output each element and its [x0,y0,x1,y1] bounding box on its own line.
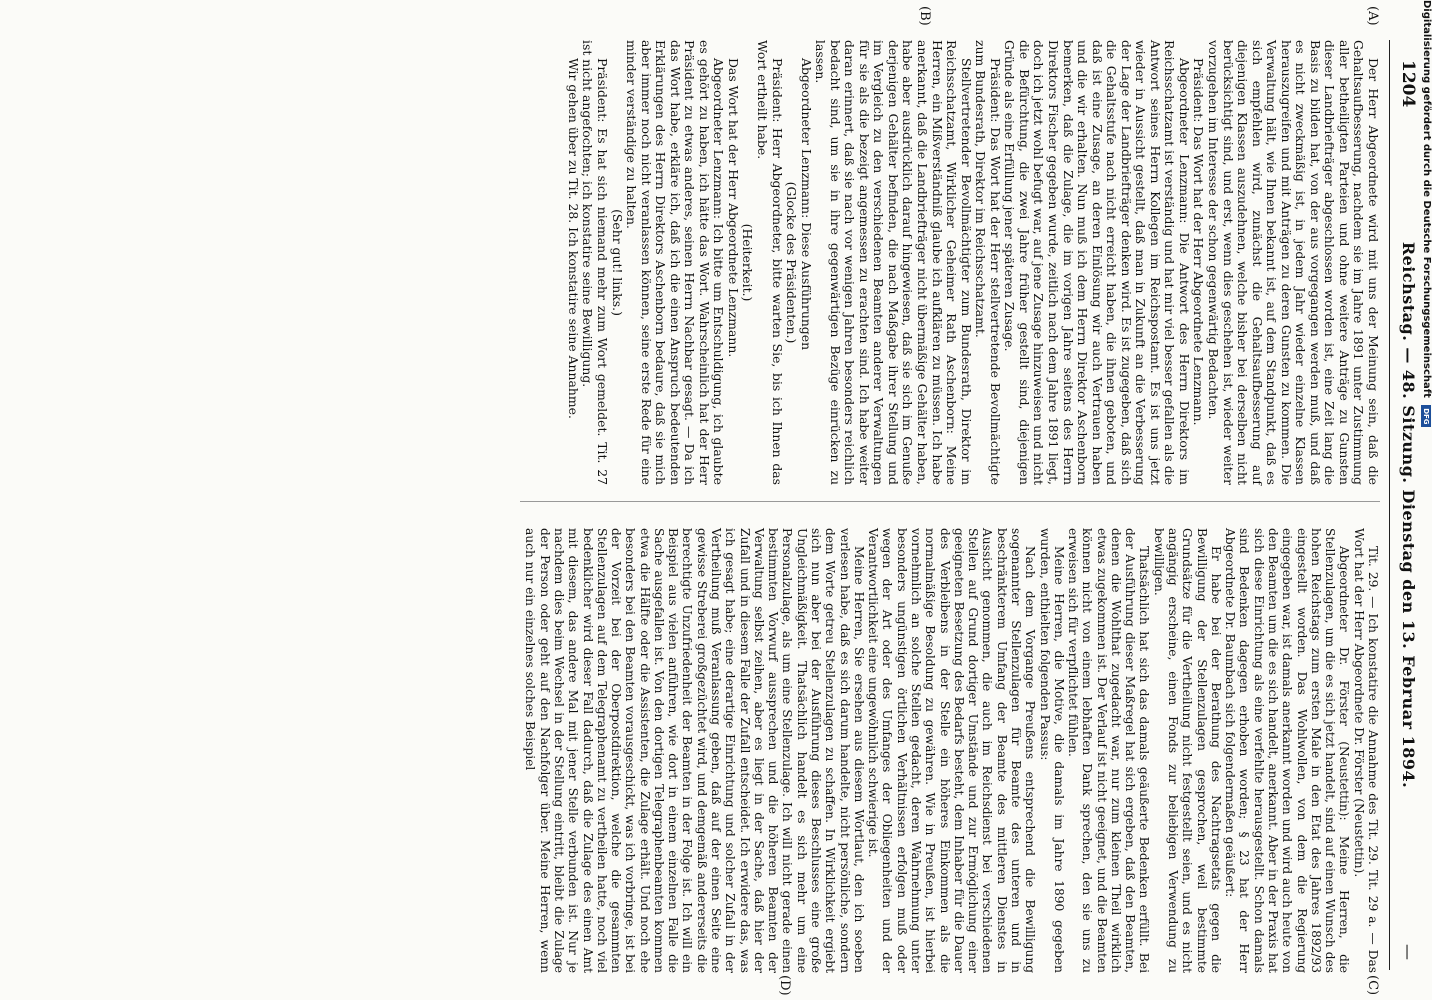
left-column-paragraph: Der Herr Abgeordnete wird mit uns der Meinung sein, daß die Gehaltsaufbesserung, nachdem sie im Jahre 1891 unter Zustimmung aller betheiligten Parteien und ohne weitere Anträge zu Gunsten dieser Landbriefträger abgeschlossen worden ist, eine Zeit lang die Basis zu bilden hat, von der aus vorgegangen werden muß, und daß es nicht zweckmäßig ist, in jedem Jahr wieder einzelne Klassen herauszugreifen und mit Anträgen zu deren Gunsten zu kommen. Die Verwaltung hält, wie Ihnen bekannt ist, auf dem Standpunkt, daß es sich empfehlen wird, zunächst die Gehaltsaufbesserung auf diejenigen Klassen auszudehnen, welche bisher bei derselben nicht berücksichtigt sind, und erst, wenn dies geschehen ist, wieder weiter vorzugehen im Interesse der schon gegenwärtig Bedachten. [1205,40,1381,485]
left-column-paragraph: Das Wort hat der Herr Abgeordnete Lenzmann. [725,58,741,358]
right-column-paragraph: Meine Herren, die Motive, die damals im Jahre 1890 gegeben wurden, enthielten folgenden Passus: [1037,528,1066,973]
right-text-column [500,528,1380,973]
left-column-paragraph: Präsident: Das Wort hat der Herr Abgeordnete Lenzmann. [1191,58,1207,426]
left-column-paragraph: Abgeordneter Lenzmann: Diese Ausführungen [798,58,814,351]
left-column-paragraph: Stellvertretender Bevollmächtigter zum Bundesrath, Direktor im Reichsschatzamt, Wirklicher Geheimer Rath Aschenborn: Meine Herren, ein Mißverständniß glaube ich aufklären zu müssen. Ich habe anerkannt, daß die Landbriefträger nicht übermäßige Gehälter haben, habe aber ausdrücklich darauf hingewiesen, daß sie sich im Genuße derjenigen Gehälter befinden, die nach Maßgabe ihrer Stellung und im Vergleich zu den verschiedenen Beamten anderer Verwaltungen für sie als die bezeigt angemessen zu erachten sind. Ich habe weiter daran erinnert, daß sie nach vor wenigen Jahren besonders reichlich bedacht sind, um sie in ihre gegenwärtigen Bezüge einrücken zu lassen. [813,40,974,485]
left-column-paragraph: Präsident: Es hat sich niemand mehr zum Wort gemeldet. Tit. 27 ist nicht angefochten; ich konstatire seine Bewilligung. [580,40,611,485]
column-divider [520,501,1380,502]
left-column-paragraph: (Sehr gut! links.) [609,209,625,316]
running-title: Reichstag. — 48. Sitzung. Dienstag den 13. Februar 1894. [1399,241,1418,789]
left-column-paragraph: Wir gehen über zu Tit. 28. Ich konstatire seine Annahme. [565,58,581,419]
header-dash: — [1399,944,1418,960]
margin-marker-b: (B) [917,6,932,26]
digitization-credit [1418,0,1432,1000]
right-column-paragraph: Thatsächlich hat sich das damals geäußerte Bedenken erfüllt. Bei der Ausführung dieser Maßregel hat sich ergeben, daß den Beamten, denen die Wohlthat zugedacht war, nur zum kleinen Theil wirklich etwas zugekommen ist. Der Verlauf ist nicht geeignet, und die Beamten können nicht von einem lebhaften Dank sprechen, den sie uns zu erweisen sich für verpflichtet fühlen. [1066,528,1152,973]
left-text-column [500,40,1380,485]
margin-marker-d: (D) [777,975,792,996]
margin-marker-a: (A) [1365,6,1380,26]
right-column-paragraph: Er habe bei der Berathung des Nachtragsetats gegen die Bewilligung der Stellenzulagen gesprochen, weil bestimmte Grundsätze für die Vertheilung nicht festgestellt seien, und es nicht angängig erscheine, einen Fonds zur beliebigen Verwendung zu bewilligen. [1151,528,1223,973]
left-column-paragraph: Präsident: Herr Abgeordneter, bitte warten Sie, bis ich Ihnen das Wort ertheilt habe. [755,40,785,485]
dfg-logo: DFG [1421,405,1431,427]
page-header [1389,40,1418,970]
right-column-paragraph: Abgeordneter Dr. Förster (Neustettin): Meine Herren, die Stellenzulagen, um die es sich jetzt handelt, sind auf einen Wunsch des hohen Reichstags zum ersten Male in den Etat des Jahres 1892/93 eingestellt worden. Das Wohlwollen, von dem die Regierung eingegeben war, ist damals anerkannt worden und wird auch heute von den Beamten um die es sich handelt, anerkannt. Aber in der Praxis hat sich diese Einrichtung als eine verfehlte herausgestellt. Schon damals sind Bedenken dagegen erhoben worden; § 23 hat der Herr Abgeordnete Dr. Baumbach sich folgendermaßen geäußert: [1223,528,1352,973]
left-column-paragraph: Abgeordneter Lenzmann: Ich bitte um Entschuldigung, ich glaubte es gehört zu haben, ich hätte das Wort. Wahrscheinlich hat der Herr Präsident zu etwas anderes, seinen Herrn Nachbar gesagt. — Da ich das Wort habe, erkläre ich, daß ich die einen Anspruch bedeutenden Erklärungen des Herrn Direktors Aschenborn bedaure, daß sie mich aber immer noch nicht veranlassen können, seine erste Rede für eine minder verständige zu halten. [624,40,727,485]
right-column-paragraph: Tit. 29. — Ich konstatire die Annahme des Tit. 29. Tit. 29 a. — Das Wort hat der Herr Abgeordnete Dr. Förster (Neustettin). [1351,528,1380,973]
left-column-paragraph: (Glocke des Präsidenten.) [784,181,800,344]
page-number: 1204 [1398,60,1418,108]
left-column-paragraph: Abgeordneter Lenzmann: Die Antwort des Herrn Direktors im Reichsschatzamt ist verständig und hat mir viel besser gefallen als die Antwort seines Herrn Kollegen im Reichspostamt. Es ist uns jetzt wieder in Aussicht gestellt, daß man in Zukunft an die Verbesserung der Lage der Landbriefträger denken wird. Es ist zugegeben, daß sich die Gehaltsstufe nach nicht erreicht haben, die ihnen geboten, und daß ist eine Zusage, an deren Einlösung wir auch Vertrauen haben und die wir erhalten. Nun muß ich dem Herrn Direktor Aschenborn bemerken, daß die Zulage, die im vorigen Jahre seitens des Herrn Direktors Fischer gegeben wurde, zeitlich nach dem Jahre 1891 liegt, doch ich jetzt wohl befugt war, auf jene Zusage hinzuweisen und nicht die Befürchtung, die zwei Jahre früher gestellt sind, diejenigen Gründe als eine Erfüllung jener späteren Zusage. [1002,40,1192,485]
credit-text: Digitalisierung gefördert durch die Deutsche Forschungsgemeinschaft [1421,0,1432,398]
right-column-paragraph: Meine Herren, Sie ersehen aus diesem Wortlaut, den ich soeben verlesen habe, daß es sich darum handelte, nicht persönliche, sondern dem Worte getreu Stellenzulagen zu schaffen. In Wirklichkeit ergiebt sich nun aber bei der Ausführung dieses Beschlusses eine große Ungleichmäßigkeit. Thatsächlich handelt es sich mehr um eine Personalzulage, als um eine Stellenzulage. Ich will nicht gerade einen bestimmten Vorwurf aussprechen und die höheren Beamten der Verwaltung selbst zeihen, aber es liegt in der Sache, daß hier der Zufall und in diesem Falle der Zufall entscheidet. Ich erwidere das, was ich gesagt habe; eine derartige Einrichtung und solcher Zufall in der Vertheilung muß Veranlassung geben, daß auf der einen Seite eine gewisse Streberei großgezüchtet wird, und demgemäß andererseits die berechtigte Unzufriedenheit der Beamten in der Folge ist. Ich will ein Beispiel aus vielen anführen, wie dort in einem einzelnen Falle die Sache ausgefallen ist. Von den dortigen Telegraphenbeamten kommen etwa die Hälfte oder die Assistenten, die Zulage erhält. Und noch ehe besonders bei den Beamten vorausgeschickt, was ich vorbringe, ist bei der Vorzeit bei der Oberpostdirektion, welche die gesammten Stellenzulagen auf dem Telegraphenamt zu vertheilen hatte, noch viel bedenklicher wird dieser Fall dadurch, daß die Zulage des einen Amt mit diesem, das andere Mal mit jener Stelle verbunden ist. Nur je nachdem dies beim Wechsel in der Stellung eintritt, bleibt die Zulage der Person oder geht auf den Nachfolger über. Meine Herren, wenn auch nur ein einzelnes solches Beispiel [523,528,866,973]
margin-marker-c: (C) [1365,975,1380,996]
right-column-paragraph: Nach dem Vorgange Preußens entsprechend die Bewilligung sogenannter Stellenzulagen für Beamte des unteren und in beschränkterem Umfang der Beamte des mittleren Dienstes in Aussicht genommen, die auch im Reichsdienst bei verschiedenen Stellen auf Grund dortiger Umstände und zur Ermöglichung einer geeigneten Besetzung des Bedarfs besteht, dem Inhaber für die Dauer des Verbleibens in der Stelle ein höheres Einkommen als die normalmäßige Besoldung zu gewähren. Wie in Preußen, ist hierbei vornehmlich an solche Stellen gedacht, deren Wahrnehmung unter besonders ungünstigen örtlichen Verhältnissen erfolgen muß oder wegen der Art oder des Umfanges der Obliegenheiten und der Verantwortlichkeit eine ungewöhnlich schwierige ist. [866,528,1038,973]
left-column-paragraph: Präsident: Das Wort hat der Herr stellvertretende Bevollmächtigte zum Bundesrath, Direktor im Reichsschatzamt. [973,40,1003,485]
footer-strip [1418,0,1432,1000]
left-column-paragraph: (Heiterkeit.) [740,223,756,302]
